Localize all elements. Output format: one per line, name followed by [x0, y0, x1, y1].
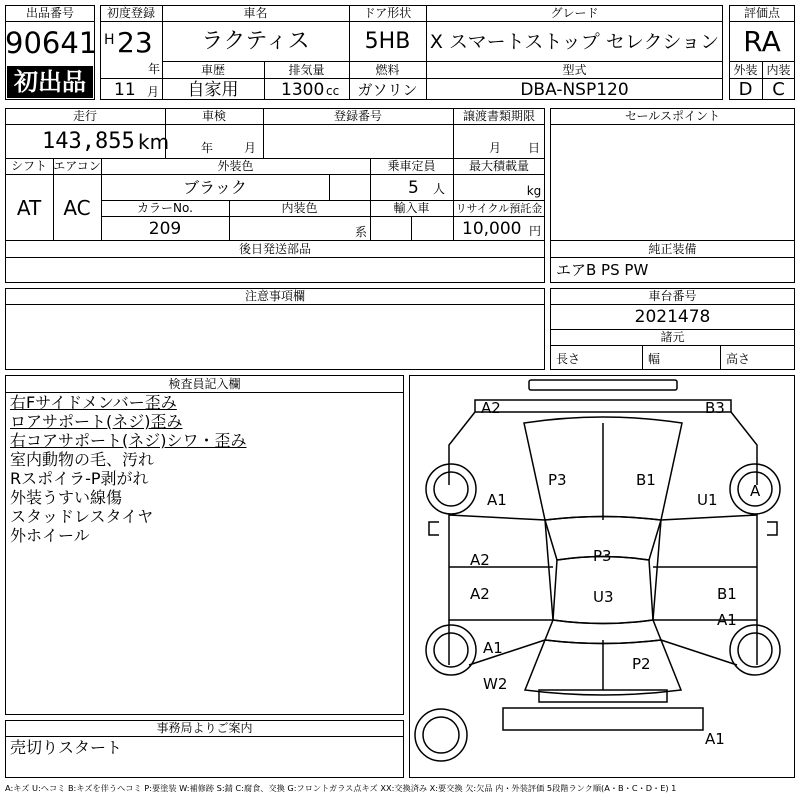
model-code: DBA-NSP120 [520, 80, 629, 100]
office-info-label: 事務局よりご案内 [156, 721, 253, 735]
inspection-label: 車検 [201, 109, 226, 123]
listing-no-label: 出品番号 [25, 6, 74, 20]
door-type: 5HB [364, 29, 411, 54]
reg-no-label: 登録番号 [333, 109, 382, 123]
car-diagram [409, 375, 795, 778]
grade: X スマートストップ セレクション [429, 31, 720, 53]
max-load-label: 最大積載量 [468, 159, 529, 173]
int-color-suffix: 系 [354, 225, 367, 239]
door-type-label: ドア形状 [363, 6, 412, 20]
mark-a1-left-front-fender: A1 [487, 491, 507, 509]
transfer-docs-label: 譲渡書類期限 [462, 109, 535, 123]
height-label: 高さ [726, 352, 751, 366]
reg-year: 23 [117, 26, 153, 59]
mark-u3-roof: U3 [593, 588, 614, 606]
width-label: 幅 [648, 352, 661, 366]
inspection-month-unit: 月 [243, 141, 256, 155]
later-parts-label: 後日発送部品 [238, 242, 311, 256]
model-code-label: 型式 [562, 63, 587, 77]
length-label: 長さ [556, 352, 581, 366]
mark-a1-left-rear-fender: A1 [483, 639, 503, 657]
mark-b1-right-rear-door: B1 [717, 585, 737, 603]
ext-color: ブラック [183, 178, 247, 197]
shift-label: シフト [10, 159, 47, 173]
import-label: 輸入車 [393, 201, 430, 215]
mark-b1-hood: B1 [636, 471, 656, 489]
month-unit: 月 [146, 85, 159, 99]
displacement-unit: cc [326, 84, 340, 98]
recycle-unit: 円 [528, 224, 541, 238]
mark-u1-right-front-fender: U1 [697, 491, 718, 509]
history-label: 車歴 [200, 63, 225, 77]
mark-w2-left-rear: W2 [483, 675, 508, 693]
inspector-note-line: 室内動物の毛、汚れ [10, 450, 155, 469]
color-no: 209 [148, 219, 182, 239]
dimensions-label: 諸元 [660, 330, 685, 344]
score: RA [743, 25, 781, 58]
shift: AT [16, 196, 42, 220]
car-name: ラクティス [201, 29, 310, 54]
mark-p2-tailgate: P2 [632, 655, 651, 673]
interior-label: 内装 [766, 63, 791, 77]
listing-no: 90641 [5, 26, 98, 60]
inspector-note-line: ロアサポート(ネジ)歪み [10, 412, 183, 431]
score-label: 評価点 [743, 6, 780, 20]
mileage-label: 走行 [72, 109, 97, 123]
inspector-note-line: Rスポイラ-P剥がれ [10, 469, 149, 488]
era-letter: H [104, 32, 115, 48]
color-no-label: カラーNo. [137, 201, 193, 215]
ext-color-label: 外装色 [217, 159, 254, 173]
load-unit: kg [526, 184, 542, 198]
inspection-year-unit: 年 [200, 141, 213, 155]
mileage: 143,855 [42, 129, 135, 154]
year-unit: 年 [147, 62, 160, 76]
mark-a2-left-front-door: A2 [470, 551, 490, 569]
displacement: 1300 [281, 80, 325, 100]
history: 自家用 [187, 80, 239, 100]
recycle-label: リサイクル預託金 [455, 202, 543, 215]
mark-a-right-front-wheel: A [750, 482, 761, 500]
mark-a2-top-left: A2 [481, 399, 501, 417]
mileage-unit: km [138, 130, 170, 154]
inspector-note-line: 外ホイール [10, 526, 90, 545]
interior-grade: C [772, 79, 785, 100]
inspector-notes-label: 検査員記入欄 [168, 377, 241, 391]
mark-p3-roof: P3 [593, 547, 612, 565]
fuel-label: 燃料 [375, 63, 400, 77]
aircon-label: エアコン [53, 159, 101, 173]
mark-b3-top-right: B3 [705, 399, 725, 417]
sales-points-label: セールスポイント [625, 109, 720, 123]
exterior-grade: D [738, 79, 753, 100]
first-reg-label: 初度登録 [106, 6, 155, 20]
aircon: AC [63, 196, 91, 220]
fuel: ガソリン [357, 81, 418, 99]
mark-a1-bottom-right: A1 [705, 730, 725, 748]
chassis-no: 2021478 [634, 307, 711, 327]
capacity-unit: 人 [432, 182, 445, 196]
capacity-label: 乗車定員 [387, 159, 436, 173]
mark-a2-left-rear-door: A2 [470, 585, 490, 603]
inspector-note-line: スタッドレスタイヤ [10, 507, 154, 526]
transfer-day-unit: 日 [527, 141, 540, 155]
transfer-month-unit: 月 [488, 141, 501, 155]
mark-a1-right-rear-door: A1 [717, 611, 737, 629]
grade-label: グレード [550, 6, 599, 20]
chassis-no-label: 車台番号 [648, 289, 697, 303]
first-auction-label: 初出品 [14, 68, 86, 96]
int-color-label: 内装色 [281, 201, 318, 215]
displacement-label: 排気量 [288, 63, 325, 77]
legend: A:キズ U:ヘコミ B:キズを伴うヘコミ P:要塗装 W:補修跡 S:錆 C:腐食、交換 G:フロントガラス点キズ XX:交換済み X:要交換 欠:欠品 内・外装評価 5段階ランク順(A・B・C・D・E) 1 [5, 783, 677, 793]
car-name-label: 車名 [243, 6, 268, 20]
genuine-equipment-label: 純正装備 [648, 242, 697, 256]
mark-p3-hood: P3 [548, 471, 567, 489]
reg-month: 11 [114, 80, 136, 100]
genuine-equipment: エアB PS PW [556, 261, 649, 279]
inspector-note-line: 右コアサポート(ネジ)シワ・歪み [10, 431, 247, 450]
inspector-note-line: 右Fサイドメンバー歪み [10, 393, 177, 412]
exterior-label: 外装 [733, 63, 758, 77]
notes-label: 注意事項欄 [244, 289, 305, 303]
inspector-note-line: 外装うすい線傷 [10, 488, 123, 507]
office-info: 売切りスタート [10, 738, 123, 757]
recycle: 10,000 [462, 219, 522, 239]
capacity: 5 [408, 178, 419, 198]
